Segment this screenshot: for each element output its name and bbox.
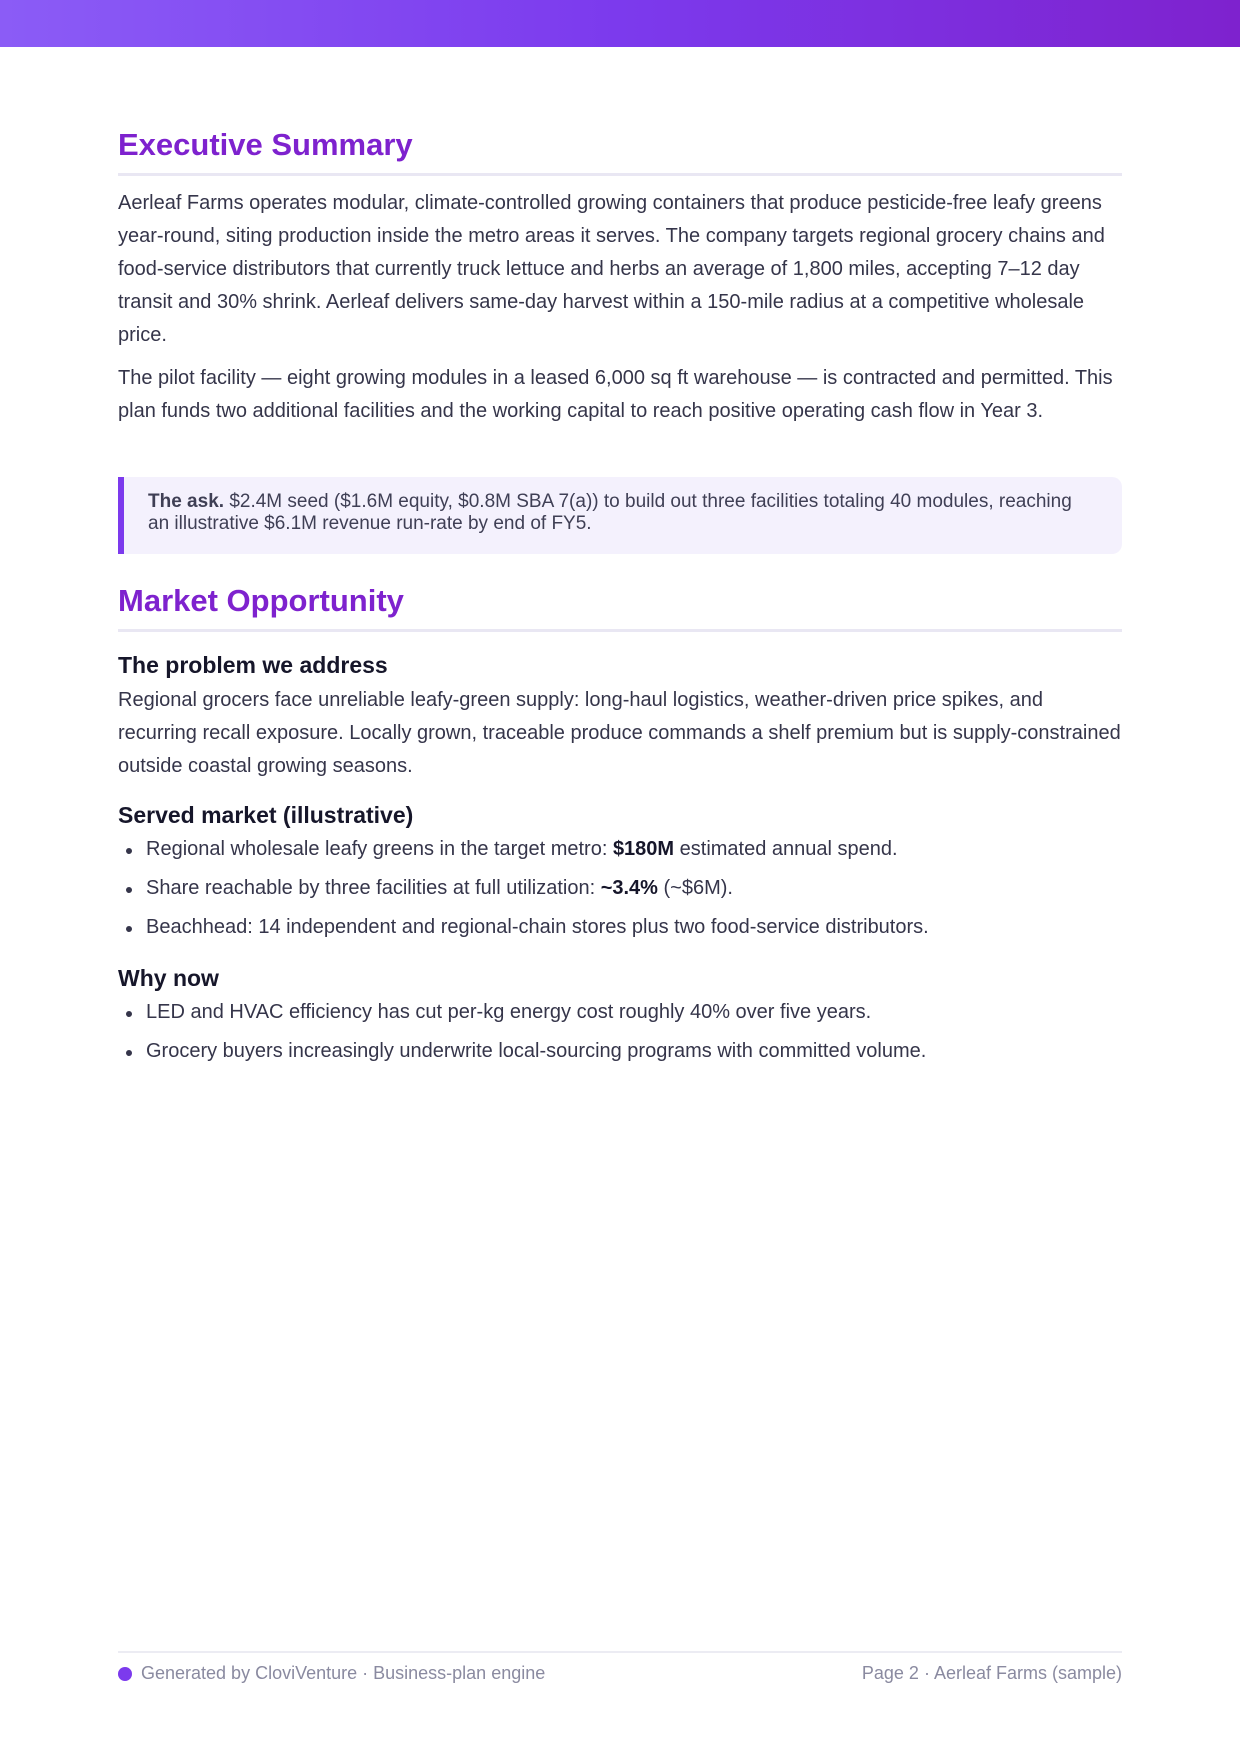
brand-dot-icon bbox=[118, 1667, 132, 1681]
served-market-list bbox=[118, 835, 1122, 952]
item-text-end: estimated annual spend. bbox=[674, 838, 898, 860]
callout-label: The ask. bbox=[148, 491, 225, 512]
item-text: Grocery buyers increasingly underwrite local-sourcing programs with committed volume. bbox=[146, 1040, 927, 1062]
item-text-end: (~$6M). bbox=[657, 877, 733, 899]
list-item bbox=[118, 998, 1122, 1027]
item-text: Beachhead: 14 independent and regional-chain stores plus two food-service distributors. bbox=[146, 916, 929, 938]
why-now-list bbox=[118, 998, 1122, 1076]
executive-summary-paragraph-1: Aerleaf Farms operates modular, climate-controlled growing containers that produce pesticide-free leafy greens year-round, siting production inside the metro areas it serves. The company targets regional grocery chains and food-service distributors that currently truck lettuce and herbs an average of 1,800 miles, accepting 7–12 day transit and 30% shrink. Aerleaf delivers same-day harvest within a 150-mile radius at a competitive wholesale price. bbox=[118, 192, 1105, 346]
section-title-executive-summary: Executive Summary bbox=[118, 127, 1122, 176]
list-item bbox=[118, 1037, 1122, 1066]
callout-text: $2.4M seed ($1.6M equity, $0.8M SBA 7(a)) to build out three facilities totaling 40 modules, reaching an illustrative $6.1M revenue run-rate by end of FY5. bbox=[148, 491, 1072, 534]
footer-page-number: Page 2 · Aerleaf Farms (sample) bbox=[861, 1663, 1122, 1683]
list-item bbox=[118, 874, 1122, 903]
bullet-icon bbox=[126, 1050, 132, 1056]
item-highlight: ~3.4% bbox=[600, 877, 658, 899]
item-text: Share reachable by three facilities at full utilization: bbox=[146, 877, 601, 899]
subheading-served-market: Served market (illustrative) bbox=[118, 802, 414, 828]
item-text: LED and HVAC efficiency has cut per-kg energy cost roughly 40% over five years. bbox=[146, 1001, 872, 1023]
bullet-icon bbox=[126, 848, 132, 854]
page-footer bbox=[118, 1651, 1122, 1684]
bullet-icon bbox=[126, 1011, 132, 1017]
subheading-why-now: Why now bbox=[118, 965, 219, 991]
footer-left bbox=[118, 1663, 545, 1684]
footer-generated-by: Generated by CloviVenture · Business-plan engine bbox=[141, 1663, 546, 1683]
bullet-icon bbox=[126, 926, 132, 932]
list-item bbox=[118, 913, 1122, 942]
header-band bbox=[0, 0, 1240, 47]
item-text: Regional wholesale leafy greens in the target metro: bbox=[146, 838, 613, 860]
executive-summary-paragraph-2: The pilot facility — eight growing modules in a leased 6,000 sq ft warehouse — is contracted and permitted. This plan funds two additional facilities and the working capital to reach positive operating cash flow in Year 3. bbox=[118, 367, 1113, 422]
bullet-icon bbox=[126, 887, 132, 893]
problem-paragraph: Regional grocers face unreliable leafy-green supply: long-haul logistics, weather-driven price spikes, and recurring recall exposure. Locally grown, traceable produce commands a shelf premium but is supply-constrained outside coastal growing seasons. bbox=[118, 689, 1121, 777]
the-ask-callout bbox=[118, 477, 1122, 554]
list-item bbox=[118, 835, 1122, 864]
subheading-problem: The problem we address bbox=[118, 652, 388, 678]
section-title-market-opportunity: Market Opportunity bbox=[118, 583, 1122, 632]
item-highlight: $180M bbox=[612, 838, 675, 860]
